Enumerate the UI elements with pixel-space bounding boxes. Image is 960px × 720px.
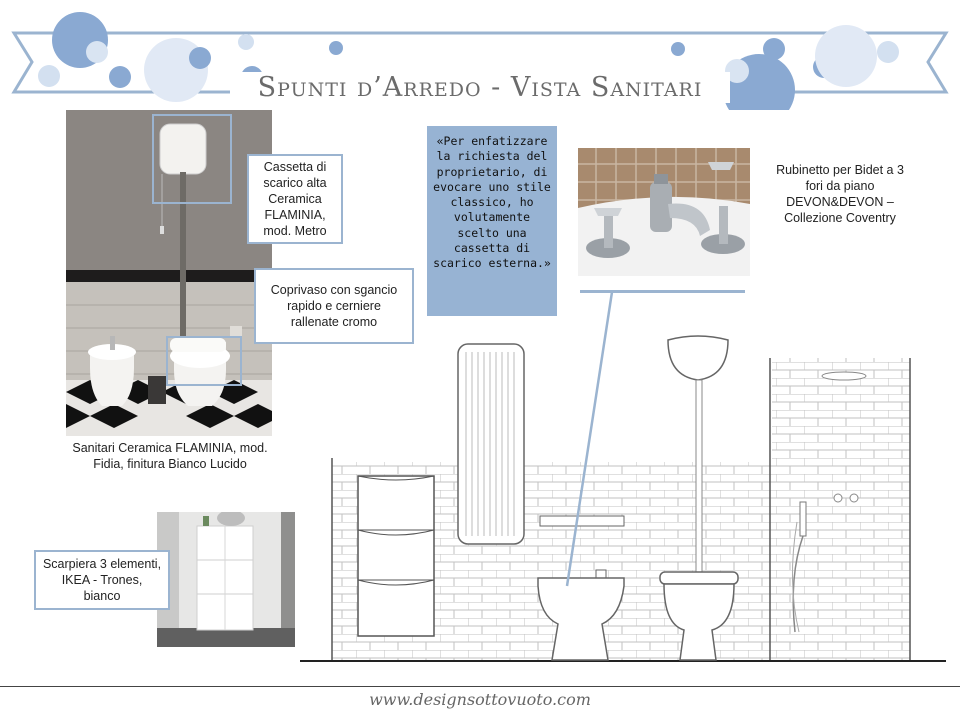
cistern-label: Cassetta di scarico alta Ceramica FLAMINIA, mod. Metro — [247, 154, 343, 244]
designer-quote: «Per enfatizzare la richiesta del proprietario, di evocare uno stile classico, ho volutamente scelto una cassetta di scarico esterna.» — [427, 126, 557, 316]
faucet-connector-line — [560, 290, 620, 590]
faucet-label: Rubinetto per Bidet a 3 fori da piano DEVON&DEVON – Collezione Coventry — [776, 163, 904, 225]
faucet-photo — [578, 148, 750, 276]
shoe-cabinet-label: Scarpiera 3 elementi, IKEA - Trones, bianco — [34, 550, 170, 610]
seat-highlight-frame — [166, 336, 242, 386]
footer-divider — [0, 686, 960, 687]
page-title: Spunti d’Arredo - Vista Sanitari — [230, 72, 730, 103]
shoe-cabinet-photo — [157, 512, 295, 647]
bathroom-elevation-drawing — [300, 330, 950, 666]
sanitari-caption: Sanitari Ceramica FLAMINIA, mod. Fidia, finitura Bianco Lucido — [72, 441, 268, 471]
cistern-highlight-frame — [152, 114, 232, 204]
seat-label: Coprivaso con sgancio rapido e cerniere rallenate cromo — [254, 268, 414, 344]
footer-url[interactable]: www.designsottovuoto.com — [369, 690, 591, 709]
